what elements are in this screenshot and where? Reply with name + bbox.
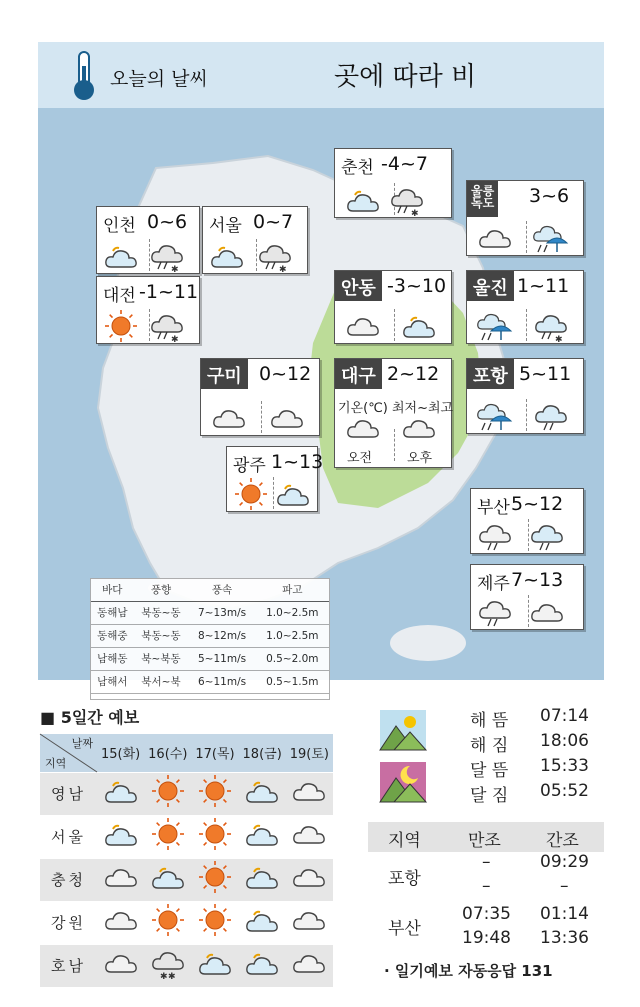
cloud-sun-rain-icon [533,401,569,431]
legend-am: 오전 [347,451,373,466]
forecast-day: 17(목) [191,734,238,772]
forecast-cell [191,815,238,858]
cloud-sun-icon [103,819,139,851]
legend-pm: 오후 [407,451,433,466]
header-bar [38,42,604,108]
tide-value: 09:29 [540,852,589,872]
city-temp: 0~12 [259,363,312,385]
city-temp: 1~13 [271,451,324,473]
astro-time: 07:14 [540,706,589,726]
cloud-icon [211,403,247,433]
forecast-day: 18(금) [239,734,286,772]
corner-date-label: 날짜 [71,737,93,750]
cloud-snow-icon [150,948,186,980]
sea-row [91,670,329,693]
sun-icon [150,819,186,851]
sea-cell: 6~11m/s [188,670,255,693]
city-name: 포항 [467,359,514,389]
sea-cell: 북~북동 [134,647,189,670]
city-card [466,270,584,344]
city-temp: 5~11 [519,363,572,385]
city-name: 인천 [103,216,136,236]
forecast-cell [97,815,144,858]
cloud-icon [345,311,381,341]
city-temp: 0~7 [253,211,294,233]
thermometer-icon [70,50,98,102]
forecast-table [40,734,333,988]
city-card [334,270,452,344]
cloud-icon [477,223,513,253]
sun-icon [197,776,233,808]
cloud-rain-icon [477,597,513,627]
tide-header-high: 만조 [468,831,501,851]
cloud-icon [103,905,139,937]
city-name: 울진 [467,271,514,301]
city-name: 서울 [209,216,242,236]
sea-header-cell: 파고 [256,579,329,601]
forecast-cell [144,901,191,944]
cloud-rain-umbrella-icon [477,311,513,341]
city-name: 광주 [233,456,266,476]
sun-icon [150,776,186,808]
cloud-icon [291,905,327,937]
sea-header-cell: 바다 [91,579,134,601]
sea-cell: 북서~북 [134,670,189,693]
cloud-icon [269,403,305,433]
forecast-cell [97,858,144,901]
forecast-region: 강원 [40,901,97,944]
tide-value: – [482,852,491,872]
forecast-row [40,815,333,858]
divider [261,401,262,433]
city-card [334,148,452,218]
forecast-cell [144,772,191,815]
cloud-icon [291,948,327,980]
cloud-rain-snow-icon [389,185,425,219]
sea-header-row [91,579,329,601]
forecast-cell [286,858,333,901]
cloud-icon [291,819,327,851]
city-temp: -3~10 [387,275,447,297]
moonrise-mountain-icon [380,762,426,802]
city-temp: 1~11 [517,275,570,297]
sea-cell: 북동~동 [134,601,189,624]
sunrise-mountain-icon [380,710,426,750]
legend-label: 기온(℃) 최저~최고 [338,401,454,416]
cloud-sun-icon [197,948,233,980]
cloud-rain-snow-icon [149,311,185,345]
app-title: 오늘의 날씨 [110,68,208,90]
city-card [96,206,200,274]
forecast-cell [239,901,286,944]
astro-time: 18:06 [540,731,589,751]
city-temp: 0~6 [147,211,188,233]
cloud-icon [529,597,565,627]
forecast-cell [191,858,238,901]
forecast-region: 영남 [40,772,97,815]
forecast-row [40,944,333,987]
city-card [466,180,584,256]
sun-icon [103,311,139,341]
sea-row [91,601,329,624]
forecast-cell [97,944,144,987]
cloud-icon [291,862,327,894]
sea-header-cell: 풍향 [134,579,189,601]
city-card [470,488,584,554]
city-card [334,358,452,468]
sea-cell: 북동~동 [134,624,189,647]
city-card [470,564,584,630]
divider [394,309,395,341]
svg-text:✱: ✱ [159,971,168,982]
sea-row [91,624,329,647]
sea-cell: 8~12m/s [188,624,255,647]
tide-region: 부산 [388,919,421,939]
svg-text:✱: ✱ [411,209,419,219]
divider [273,477,274,509]
city-temp: 5~12 [511,493,564,515]
corner-region-label: 지역 [45,756,67,770]
city-card [200,358,320,436]
cloud-sun-icon [244,776,280,808]
footer-note: · 일기예보 자동응답 131 [384,962,553,980]
forecast-cell [239,944,286,987]
cloud-icon [401,413,437,443]
cloud-sun-icon [345,185,381,215]
cloud-sun-rain-snow-icon [533,311,569,345]
sea-cell: 1.0~2.5m [256,624,329,647]
cloud-sun-icon [150,862,186,894]
cloud-sun-icon [244,862,280,894]
forecast-cell [97,772,144,815]
forecast-day: 19(토) [286,734,333,772]
cloud-icon [345,413,381,443]
cloud-icon [291,776,327,808]
forecast-region: 충청 [40,858,97,901]
cloud-sun-icon [244,948,280,980]
sea-cell: 남해동 [91,647,134,670]
svg-text:✱: ✱ [167,971,176,982]
sea-cell: 7~13m/s [188,601,255,624]
city-card [466,358,584,434]
city-card [202,206,308,274]
divider [394,429,395,461]
svg-text:✱: ✱ [279,265,287,275]
sea-cell: 1.0~2.5m [256,601,329,624]
cloud-rain-snow-icon [149,241,185,275]
astro-label: 해 짐 [470,736,509,756]
forecast-region: 호남 [40,944,97,987]
sea-cell: 0.5~1.5m [256,670,329,693]
tide-region: 포항 [388,869,421,889]
cloud-sun-icon [244,905,280,937]
forecast-cell [97,901,144,944]
city-name: 춘천 [341,158,374,178]
tide-value: 13:36 [540,928,589,948]
cloud-sun-icon [103,241,139,271]
tide-value: – [560,876,569,896]
city-temp: 2~12 [387,363,440,385]
forecast-cell [191,944,238,987]
sea-cell: 5~11m/s [188,647,255,670]
city-temp: 7~13 [511,569,564,591]
forecast-region: 서울 [40,815,97,858]
city-name: 대구 [335,359,382,389]
tide-value: 07:35 [462,904,511,924]
cloud-rain-umbrella-icon [477,401,513,431]
forecast-day: 15(화) [97,734,144,772]
tide-value: – [482,876,491,896]
city-name: 대전 [103,286,136,306]
divider [526,399,527,431]
sun-icon [197,819,233,851]
svg-text:✱: ✱ [555,335,563,345]
sea-cell: 동해남 [91,601,134,624]
city-name: 제주 [477,574,510,594]
forecast-row [40,858,333,901]
sun-icon [233,479,269,509]
forecast-cell [239,772,286,815]
astro-time: 15:33 [540,756,589,776]
cloud-icon [103,862,139,894]
forecast-corner [40,734,97,772]
city-temp: -4~7 [381,153,428,175]
astro-time: 05:52 [540,781,589,801]
tide-header-region: 지역 [388,831,421,851]
cloud-rain-umbrella-icon [533,223,569,253]
cloud-rain-icon [477,521,513,551]
tide-value: 01:14 [540,904,589,924]
city-temp: -1~11 [139,281,199,303]
forecast-header-row [40,734,333,772]
forecast-cell [286,944,333,987]
city-name: 안동 [335,271,382,301]
divider [526,309,527,341]
forecast-cell [286,772,333,815]
city-card [226,446,324,512]
forecast-cell [239,815,286,858]
astro-label: 달 짐 [470,786,509,806]
forecast-cell [239,858,286,901]
headline: 곳에 따라 비 [334,62,477,92]
divider [526,221,527,253]
forecast-cell [144,858,191,901]
forecast-cell [191,772,238,815]
city-name: 부산 [477,498,510,518]
cloud-sun-icon [401,311,437,341]
forecast-cell [286,901,333,944]
forecast-row [40,772,333,815]
cloud-rain-snow-icon [257,241,293,275]
astro-label: 해 뜸 [470,711,509,731]
tide-value: 19:48 [462,928,511,948]
city-name: 울릉 독도 [467,181,498,217]
forecast-cell [144,944,191,987]
sun-icon [197,905,233,937]
sea-table [90,578,330,700]
cloud-sun-icon [209,241,245,271]
city-name: 구미 [201,359,248,389]
astro-label: 달 뜸 [470,761,509,781]
sun-icon [197,862,233,894]
city-card [96,276,200,344]
sea-cell: 남해서 [91,670,134,693]
sea-row [91,647,329,670]
forecast-cell [286,815,333,858]
cloud-sun-icon [244,819,280,851]
svg-text:✱: ✱ [171,265,179,275]
svg-text:✱: ✱ [171,335,179,345]
sea-cell: 0.5~2.0m [256,647,329,670]
cloud-sun-rain-icon [529,521,565,551]
cloud-icon [103,948,139,980]
forecast-row [40,901,333,944]
cloud-sun-icon [103,776,139,808]
city-temp: 3~6 [529,185,570,207]
sun-icon [150,905,186,937]
forecast-cell [191,901,238,944]
cloud-sun-icon [275,479,311,509]
sea-cell: 동해중 [91,624,134,647]
tide-header-low: 간조 [546,831,579,851]
forecast-cell [144,815,191,858]
weather-map [38,42,604,688]
forecast-title: ■ 5일간 예보 [40,708,140,727]
sea-header-cell: 풍속 [188,579,255,601]
forecast-day: 16(수) [144,734,191,772]
